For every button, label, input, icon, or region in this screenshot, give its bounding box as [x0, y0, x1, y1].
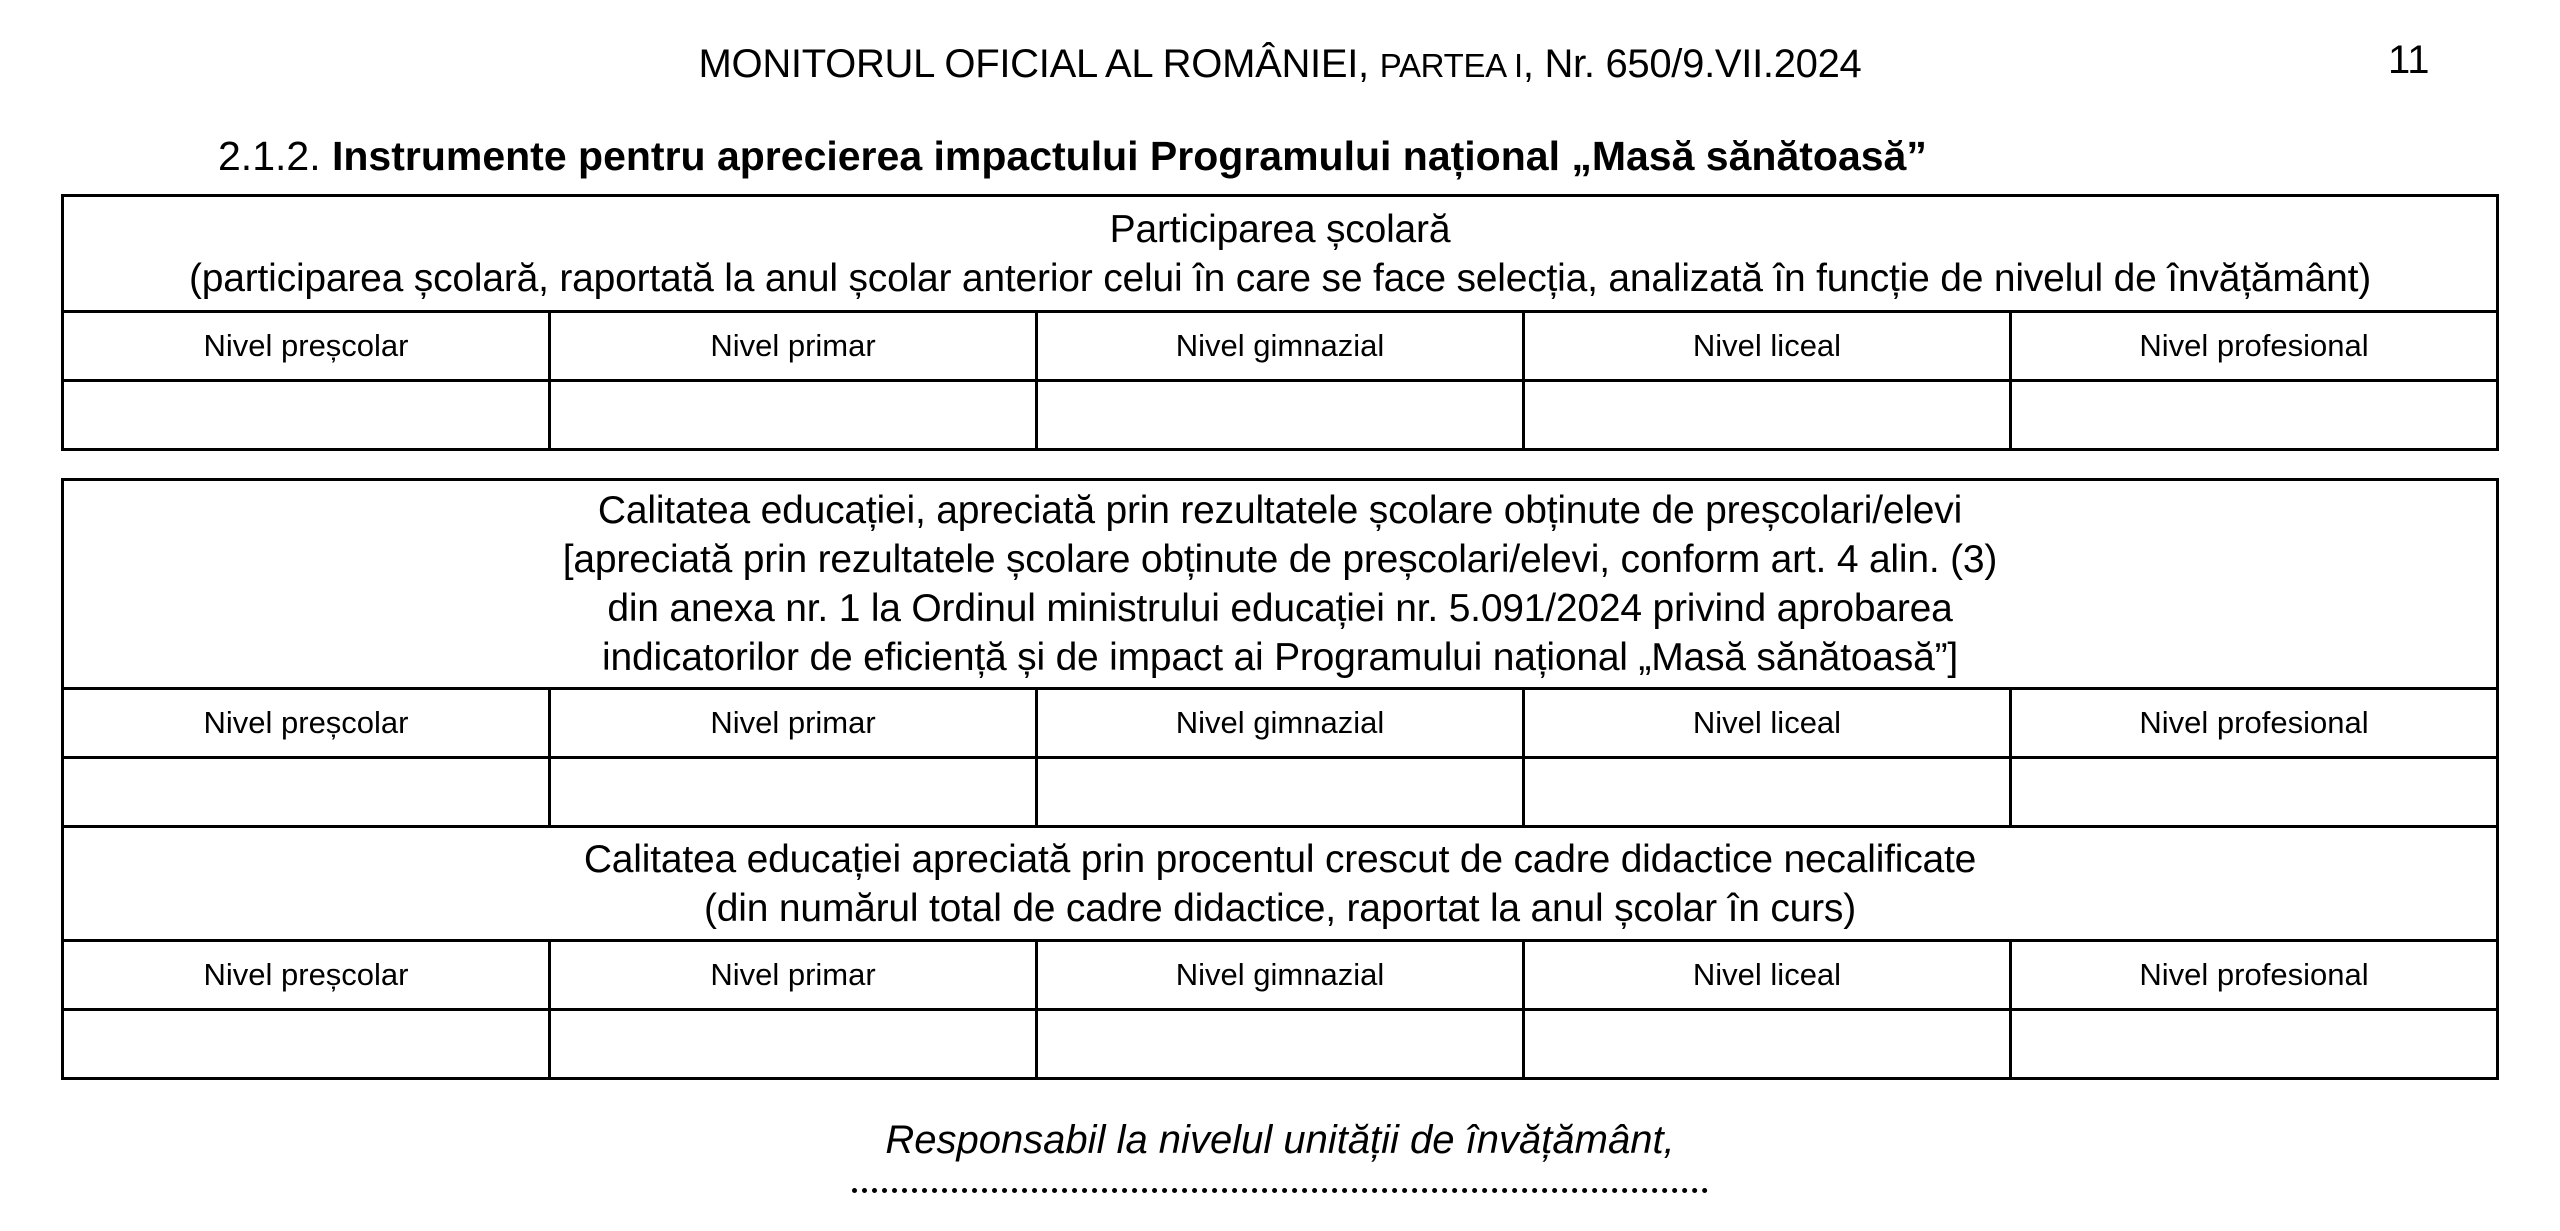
- level-label-profesional: Nivel profesional: [2011, 941, 2498, 1010]
- publication-part: PARTEA I: [1379, 47, 1523, 84]
- unqualified-teachers-header: [63, 827, 2498, 941]
- level-label-gimnazial: Nivel gimnazial: [1037, 689, 1524, 758]
- block-title-line: Calitatea educației apreciată prin procentul crescut de cadre didactice necalificate: [583, 837, 1977, 881]
- level-label-primar: Nivel primar: [550, 941, 1037, 1010]
- block-subtitle-line: (din numărul total de cadre didactice, raportat la anul școlar în curs): [703, 886, 1857, 930]
- signature-label: Responsabil la nivelul unității de învățământ,: [885, 1118, 1675, 1162]
- value-cell: [1524, 381, 2011, 450]
- level-label-gimnazial: Nivel gimnazial: [1037, 941, 1524, 1010]
- value-cell: [1524, 758, 2011, 827]
- value-cell: [1524, 1010, 2011, 1079]
- values-row: [63, 1010, 2498, 1079]
- level-labels-row: [63, 689, 2498, 758]
- school-results-header: [63, 480, 2498, 689]
- level-label-liceal: Nivel liceal: [1524, 941, 2011, 1010]
- value-cell: [2011, 758, 2498, 827]
- level-label-primar: Nivel primar: [550, 689, 1037, 758]
- value-cell: [63, 758, 550, 827]
- publication-issue: , Nr. 650/9.VII.2024: [1522, 42, 1862, 86]
- publication-name: MONITORUL OFICIAL AL ROMÂNIEI,: [698, 42, 1380, 86]
- level-label-primar: Nivel primar: [550, 312, 1037, 381]
- level-labels-row: [63, 312, 2498, 381]
- value-cell: [63, 381, 550, 450]
- level-label-liceal: Nivel liceal: [1524, 312, 2011, 381]
- block-subtitle-line: (participarea școlară, raportată la anul școlar anterior celui în care se face selecția, analizată în funcție de nivelul de învățământ): [188, 256, 2372, 300]
- level-label-prescolar: Nivel preșcolar: [63, 689, 550, 758]
- page-header: [0, 36, 2560, 92]
- section-title: [218, 128, 1927, 184]
- signature-dotted-line: [852, 1188, 1708, 1193]
- values-row: [63, 758, 2498, 827]
- level-label-gimnazial: Nivel gimnazial: [1037, 312, 1524, 381]
- value-cell: [63, 1010, 550, 1079]
- block-subtitle-line: din anexa nr. 1 la Ordinul ministrului educației nr. 5.091/2024 privind aprobarea: [607, 587, 1953, 630]
- block-title-line: Participarea școlară: [1109, 207, 1451, 251]
- section-number: 2.1.2.: [218, 133, 332, 179]
- level-labels-row: [63, 941, 2498, 1010]
- education-quality-table: [61, 478, 2499, 1080]
- school-participation-table: [61, 194, 2499, 451]
- value-cell: [550, 381, 1037, 450]
- block-title-line: Calitatea educației, apreciată prin rezultatele școlare obținute de preșcolari/elevi: [597, 489, 1963, 532]
- block-subtitle-line: indicatorilor de eficiență și de impact ai Programului național „Masă sănătoasă”]: [602, 636, 1958, 679]
- block-subtitle-line: [apreciată prin rezultatele școlare obținute de preșcolari/elevi, conform art. 4 alin. (3): [562, 538, 1998, 581]
- value-cell: [2011, 381, 2498, 450]
- participation-header: [63, 196, 2498, 312]
- level-label-liceal: Nivel liceal: [1524, 689, 2011, 758]
- value-cell: [2011, 1010, 2498, 1079]
- level-label-profesional: Nivel profesional: [2011, 312, 2498, 381]
- value-cell: [1037, 381, 1524, 450]
- value-cell: [1037, 1010, 1524, 1079]
- level-label-prescolar: Nivel preșcolar: [63, 312, 550, 381]
- block-header-row: [63, 480, 2498, 689]
- page-number: 11: [2388, 38, 2430, 82]
- publication-title: [0, 36, 2560, 94]
- level-label-prescolar: Nivel preșcolar: [63, 941, 550, 1010]
- value-cell: [550, 1010, 1037, 1079]
- value-cell: [550, 758, 1037, 827]
- block-header-row: [63, 827, 2498, 941]
- value-cell: [1037, 758, 1524, 827]
- level-label-profesional: Nivel profesional: [2011, 689, 2498, 758]
- values-row: [63, 381, 2498, 450]
- section-heading: Instrumente pentru aprecierea impactului Programului național „Masă sănătoasă”: [331, 133, 1927, 179]
- block-header-row: [63, 196, 2498, 312]
